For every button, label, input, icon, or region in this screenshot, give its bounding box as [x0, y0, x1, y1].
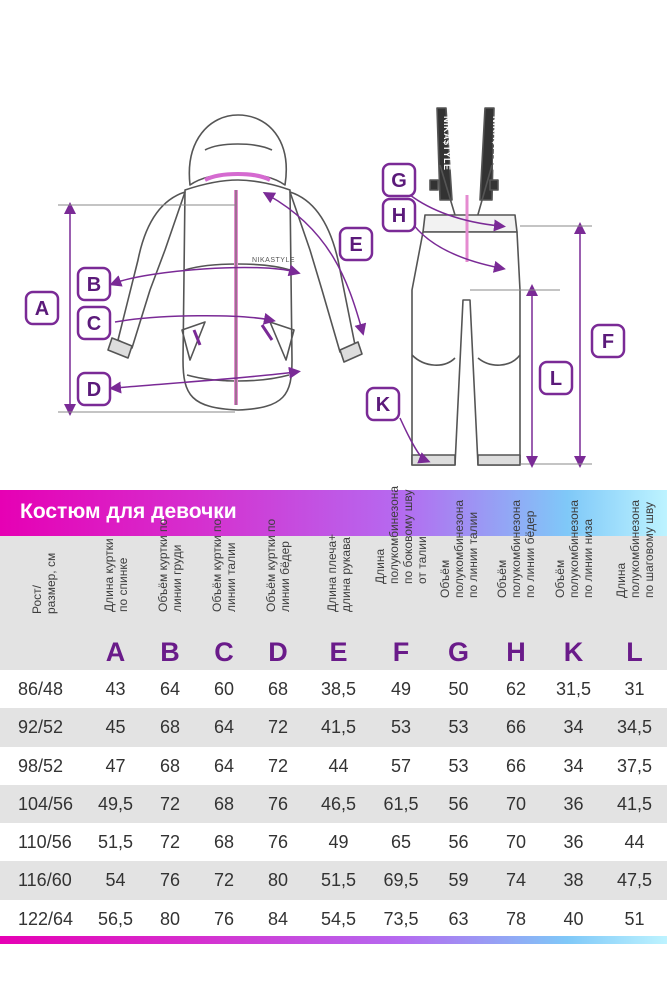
header-letter: B [160, 637, 180, 667]
value-cell: 36 [563, 793, 584, 814]
value-cell: 61,5 [383, 793, 419, 814]
header-label: Объём куртки по линии бёдер [264, 518, 292, 612]
value-cell: 64 [213, 755, 235, 776]
table-row [0, 747, 667, 785]
value-cell: 74 [505, 870, 527, 891]
value-cell: 49,5 [97, 793, 134, 814]
header-col-0 [0, 536, 88, 670]
value-cell: 76 [159, 870, 181, 891]
value-cell: 54,5 [320, 908, 357, 929]
value-cell: 62 [505, 679, 527, 699]
bottom-bar [0, 936, 667, 944]
value-cell: 68 [213, 832, 235, 853]
value-cell: 51 [624, 908, 645, 929]
badge-a [26, 292, 58, 324]
size-cell: 110/56 [18, 832, 72, 853]
size-cell: 122/64 [18, 908, 74, 929]
header-col-8 [487, 499, 545, 670]
jacket-brand-text: NIKASTYLE [252, 257, 296, 264]
value-cell: 38,5 [320, 679, 357, 699]
svg-text:B: B [86, 274, 102, 296]
header-letter: L [626, 637, 643, 667]
value-cell: 64 [213, 717, 235, 738]
table-row [0, 785, 667, 823]
value-cell: 68 [159, 755, 181, 776]
table-row [0, 861, 667, 899]
value-cell: 72 [159, 832, 181, 853]
table-row [0, 900, 667, 938]
value-cell: 47 [105, 755, 126, 776]
value-cell: 65 [390, 832, 412, 853]
table-row [0, 670, 667, 708]
value-cell: 76 [267, 793, 289, 814]
value-cell: 64 [159, 679, 181, 699]
strap-text-left: NIKA$TYLE [442, 116, 452, 171]
value-cell: 47,5 [616, 870, 653, 891]
value-cell: 44 [328, 755, 349, 776]
page-title: Костюм для девочки [20, 500, 237, 523]
badge-b [78, 268, 110, 300]
value-cell: 38 [563, 870, 584, 891]
header-letter: G [447, 637, 469, 667]
size-diagram [0, 0, 667, 490]
value-cell: 57 [390, 755, 412, 776]
badge-l [540, 362, 572, 394]
value-cell: 54 [105, 870, 126, 891]
header-label: Объём куртки по линии груди [156, 518, 184, 612]
value-cell: 41,5 [616, 793, 653, 814]
value-cell: 31,5 [555, 679, 592, 699]
header-label: Объём куртки по линии талии [210, 518, 238, 612]
size-cell: 98/52 [18, 755, 64, 776]
badge-k [367, 388, 399, 420]
value-cell: 70 [505, 793, 527, 814]
header-label: Длина полукомбинезона по шаговому шву [613, 499, 656, 598]
header-col-6 [372, 485, 430, 670]
value-cell: 72 [267, 717, 289, 738]
value-cell: 34 [563, 717, 584, 738]
value-cell: 51,5 [320, 870, 357, 891]
badge-g [383, 164, 415, 196]
value-cell: 45 [105, 717, 126, 738]
header-col-2 [143, 518, 197, 670]
badge-f [592, 325, 624, 357]
value-cell: 66 [505, 755, 527, 776]
header-label: Длина плеча+ длина рукава [324, 533, 353, 612]
value-cell: 68 [159, 717, 181, 738]
value-cell: 37,5 [616, 755, 653, 776]
value-cell: 51,5 [97, 832, 134, 853]
header-label: Объём полукомбинезона по линии талии [437, 499, 480, 598]
svg-text:H: H [391, 205, 407, 227]
value-cell: 66 [505, 717, 527, 738]
badge-h [383, 199, 415, 231]
value-cell: 50 [448, 679, 469, 699]
value-cell: 72 [213, 870, 235, 891]
value-cell: 43 [105, 679, 126, 699]
header-letter: H [506, 637, 526, 667]
header-letter: E [329, 637, 348, 667]
header-label: Рост/ размер, см [30, 552, 58, 614]
header-letter: F [392, 637, 410, 667]
svg-text:C: C [86, 313, 102, 335]
strap-text-right: NIKA$TYLE [491, 116, 501, 171]
value-cell: 49 [390, 679, 412, 699]
table-row [0, 708, 667, 746]
value-cell: 56 [448, 832, 469, 853]
value-cell: 84 [267, 908, 289, 929]
value-cell: 72 [159, 793, 181, 814]
svg-text:D: D [86, 379, 102, 401]
value-cell: 76 [213, 908, 235, 929]
svg-text:K: K [375, 394, 391, 416]
table-row [0, 823, 667, 861]
svg-text:L: L [549, 368, 563, 390]
value-cell: 80 [267, 870, 289, 891]
value-cell: 72 [267, 755, 289, 776]
value-cell: 53 [448, 717, 469, 738]
size-cell: 104/56 [18, 793, 74, 814]
value-cell: 68 [213, 793, 235, 814]
value-cell: 69,5 [383, 870, 419, 891]
size-cell: 86/48 [18, 679, 64, 699]
header-label: Длина полукомбинезона по боковому шву от талии [373, 485, 429, 584]
value-cell: 31 [624, 679, 645, 699]
svg-text:F: F [601, 331, 615, 353]
value-cell: 49 [328, 832, 349, 853]
value-cell: 78 [505, 908, 527, 929]
value-cell: 56,5 [97, 908, 134, 929]
header-col-3 [197, 518, 251, 670]
value-cell: 40 [563, 908, 584, 929]
value-cell: 73,5 [383, 908, 419, 929]
bib-pants-drawing [412, 108, 520, 465]
badge-d [78, 373, 110, 405]
svg-text:G: G [391, 170, 407, 192]
value-cell: 63 [448, 908, 469, 929]
header-col-9 [545, 499, 602, 670]
value-cell: 68 [267, 679, 289, 699]
value-cell: 70 [505, 832, 527, 853]
value-cell: 53 [448, 755, 469, 776]
size-cell: 92/52 [18, 717, 64, 738]
value-cell: 41,5 [320, 717, 357, 738]
header-label: Объём полукомбинезона по линии низа [552, 499, 595, 598]
badge-e [340, 228, 372, 260]
header-letter: K [563, 637, 584, 667]
header-col-10 [602, 499, 667, 670]
header-col-7 [430, 499, 487, 670]
header-letter: D [268, 637, 288, 667]
value-cell: 60 [213, 679, 235, 699]
header-col-1 [88, 536, 143, 670]
header-col-4 [251, 518, 305, 670]
value-cell: 59 [448, 870, 469, 891]
size-cell: 116/60 [18, 870, 72, 891]
value-cell: 36 [563, 832, 584, 853]
value-cell: 34,5 [616, 717, 653, 738]
value-cell: 76 [267, 832, 289, 853]
svg-text:E: E [349, 234, 363, 256]
value-cell: 34 [563, 755, 584, 776]
value-cell: 53 [390, 717, 412, 738]
header-letter: A [105, 637, 126, 667]
header-col-5 [305, 533, 372, 670]
svg-text:A: A [34, 298, 50, 320]
header-label: Объём полукомбинезона по линии бёдер [495, 499, 537, 598]
header-letter: C [214, 637, 234, 667]
header-label: Длина куртки по спинке [101, 538, 130, 612]
value-cell: 46,5 [320, 793, 357, 814]
badge-c [78, 307, 110, 339]
table-body [0, 670, 667, 938]
value-cell: 56 [448, 793, 469, 814]
value-cell: 44 [624, 832, 645, 853]
value-cell: 80 [159, 908, 181, 929]
